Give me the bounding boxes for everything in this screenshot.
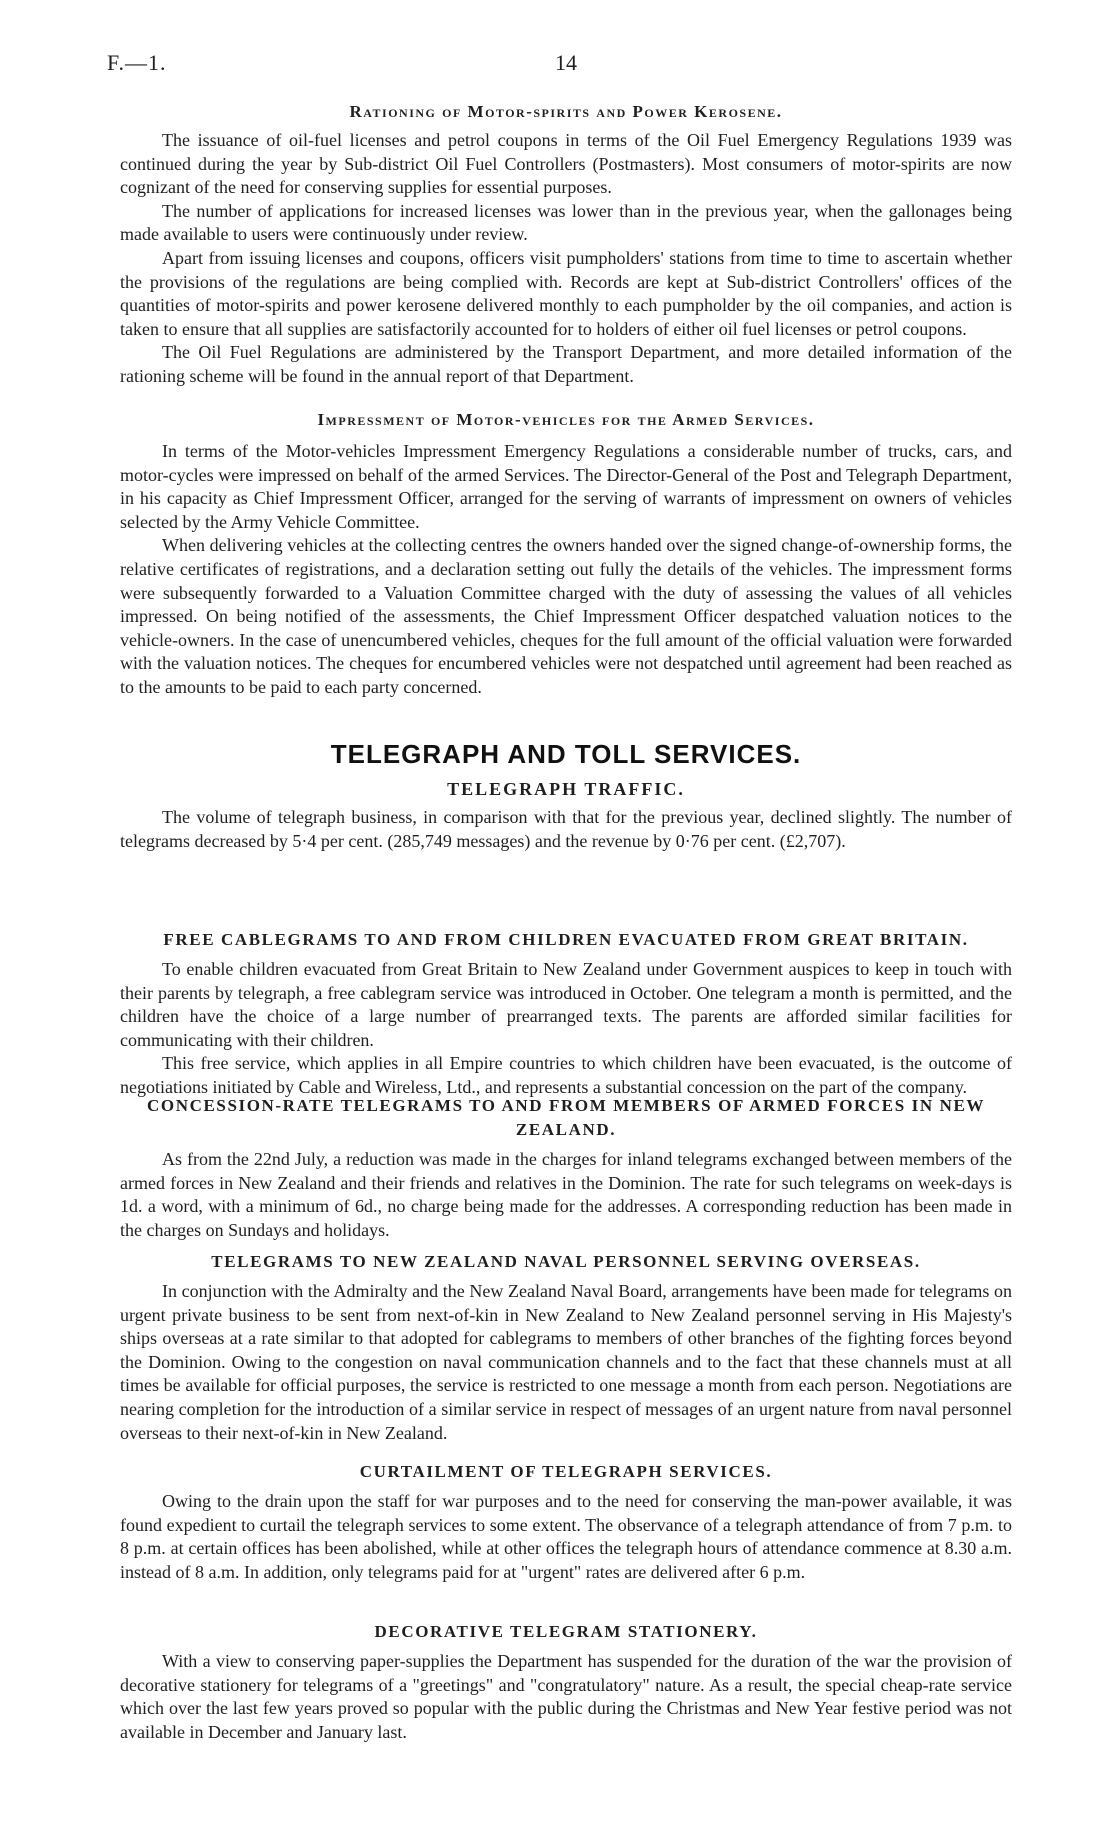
paragraph: As from the 22nd July, a reduction was made in the charges for inland telegrams exchanged between members of the armed forces in New Zealand and their friends and relatives in the Dominion. The rate for such telegrams on week-days is 1d. a word, with a minimum of 6d., no charge being made for the addresses. A corresponding reduction has been made in the charges on Sundays and holidays.: [120, 1149, 1012, 1240]
paragraph: This free service, which applies in all Empire countries to which children have been evacuated, is the outcome of negotiations initiated by Cable and Wireless, Ltd., and represents a substantial concession on the part of the company.: [120, 1053, 1012, 1097]
section-curtailment: [120, 1460, 1012, 1584]
section-concession-rate: [120, 1094, 1012, 1242]
paragraph: When delivering vehicles at the collecting centres the owners handed over the signed change-of-ownership forms, the relative certificates of registrations, and a declaration setting out fully the details of the vehicles. The impressment forms were subsequently forwarded to a Valuation Committee charged with the duty of assessing the values of all vehicles impressed. On being notified of the assessments, the Chief Impressment Officer despatched valuation notices to the vehicle-owners. In the case of unencumbered vehicles, cheques for the full amount of the official valuation were forwarded with the valuation notices. The cheques for encumbered vehicles were not despatched until agreement had been reached as to the amounts to be paid to each party concerned.: [120, 535, 1012, 697]
paragraph: In terms of the Motor-vehicles Impressment Emergency Regulations a considerable number of trucks, cars, and motor-cycles were impressed on behalf of the armed Services. The Director-General of the Post and Telegraph Department, in his capacity as Chief Impressment Officer, arranged for the serving of warrants of impressment on owners of vehicles selected by the Army Vehicle Committee.: [120, 441, 1012, 532]
section-heading: Rationing of Motor-spirits and Power Kerosene.: [349, 102, 783, 121]
section-heading: Impressment of Motor-vehicles for the Armed Services.: [317, 410, 815, 429]
section-decorative-stationery: [120, 1620, 1012, 1744]
paragraph: The number of applications for increased licenses was lower than in the previous year, when the gallonages being made available to users were continuously under review.: [120, 200, 1012, 245]
section-heading: CURTAILMENT OF TELEGRAPH SERVICES.: [359, 1462, 773, 1481]
main-heading: TELEGRAPH AND TOLL SERVICES.: [330, 739, 802, 769]
section-rationing: [120, 100, 1012, 389]
paragraph: The Oil Fuel Regulations are administered by the Transport Department, and more detailed information of the rationing scheme will be found in the annual report of that Department.: [120, 342, 1012, 386]
paragraph: In conjunction with the Admiralty and the New Zealand Naval Board, arrangements have been made for telegrams on urgent private business to be sent from next-of-kin in New Zealand to New Zealand personnel serving in His Majesty's ships overseas at a rate similar to that adopted for cablegrams to members of other branches of the fighting forces beyond the Dominion. Owing to the congestion on naval communication channels and to the fact that these channels must at all times be available for official purposes, the service is restricted to one message a month from each person. Negotiations are nearing completion for the introduction of a similar service in respect of messages of an urgent nature from naval personnel overseas to their next-of-kin in New Zealand.: [120, 1281, 1012, 1443]
sub-heading: TELEGRAPH TRAFFIC.: [447, 779, 685, 799]
section-naval-personnel: [120, 1250, 1012, 1445]
paragraph: To enable children evacuated from Great Britain to New Zealand under Government auspices to keep in touch with their parents by telegraph, a free cablegram service was introduced in October. One telegram a month is permitted, and the children have the choice of a large number of prearranged texts. The parents are afforded similar facilities for communicating with their children.: [120, 959, 1012, 1050]
paragraph: With a view to conserving paper-supplies the Department has suspended for the duration of the war the provision of decorative stationery for telegrams of a "greetings" and "congratulatory" nature. As a result, the special cheap-rate service which over the last few years proved so popular with the public during the Christmas and New Year festive period was not available in December and January last.: [120, 1651, 1012, 1742]
paragraph: Owing to the drain upon the staff for war purposes and to the need for conserving the man-power available, it was found expedient to curtail the telegraph services to some extent. The observance of a telegraph attendance of from 7 p.m. to 8 p.m. at certain offices has been abolished, while at other offices the telegraph hours of attendance commence at 8.30 a.m. instead of 8 a.m. In addition, only telegrams paid for at "urgent" rates are delivered after 6 p.m.: [120, 1491, 1012, 1582]
section-telegraph-and-toll: [120, 738, 1012, 853]
paragraph: Apart from issuing licenses and coupons, officers visit pumpholders' stations from time to time to ascertain whether the provisions of the regulations are being complied with. Records are kept at Sub-district Controllers' offices of the quantities of motor-spirits and power kerosene delivered monthly to each pumpholder by the oil companies, and action is taken to ensure that all supplies are satisfactorily accounted for to holders of either oil fuel licenses or petrol coupons.: [120, 247, 1012, 339]
paragraph: The volume of telegraph business, in comparison with that for the previous year, declined slightly. The number of telegrams decreased by 5·4 per cent. (285,749 messages) and the revenue by 0·76 per cent. (£2,707).: [120, 807, 1012, 851]
page-number: 14: [555, 50, 577, 75]
section-free-cablegrams: [120, 928, 1012, 1100]
paragraph: The issuance of oil-fuel licenses and petrol coupons in terms of the Oil Fuel Emergency Regulations 1939 was continued during the year by Sub-district Oil Fuel Controllers (Postmasters). Most consumers of motor-spirits are now cognizant of the need for conserving supplies for essential purposes.: [120, 130, 1012, 198]
page-header-reference: F.—1.: [107, 50, 167, 75]
section-heading: FREE CABLEGRAMS TO AND FROM CHILDREN EVACUATED FROM GREAT BRITAIN.: [163, 930, 969, 949]
section-impressment: [120, 408, 1012, 700]
section-heading: TELEGRAMS TO NEW ZEALAND NAVAL PERSONNEL SERVING OVERSEAS.: [211, 1252, 921, 1271]
section-heading: CONCESSION-RATE TELEGRAMS TO AND FROM MEMBERS OF ARMED FORCES IN NEW ZEALAND.: [147, 1096, 985, 1139]
section-heading: DECORATIVE TELEGRAM STATIONERY.: [374, 1622, 758, 1641]
